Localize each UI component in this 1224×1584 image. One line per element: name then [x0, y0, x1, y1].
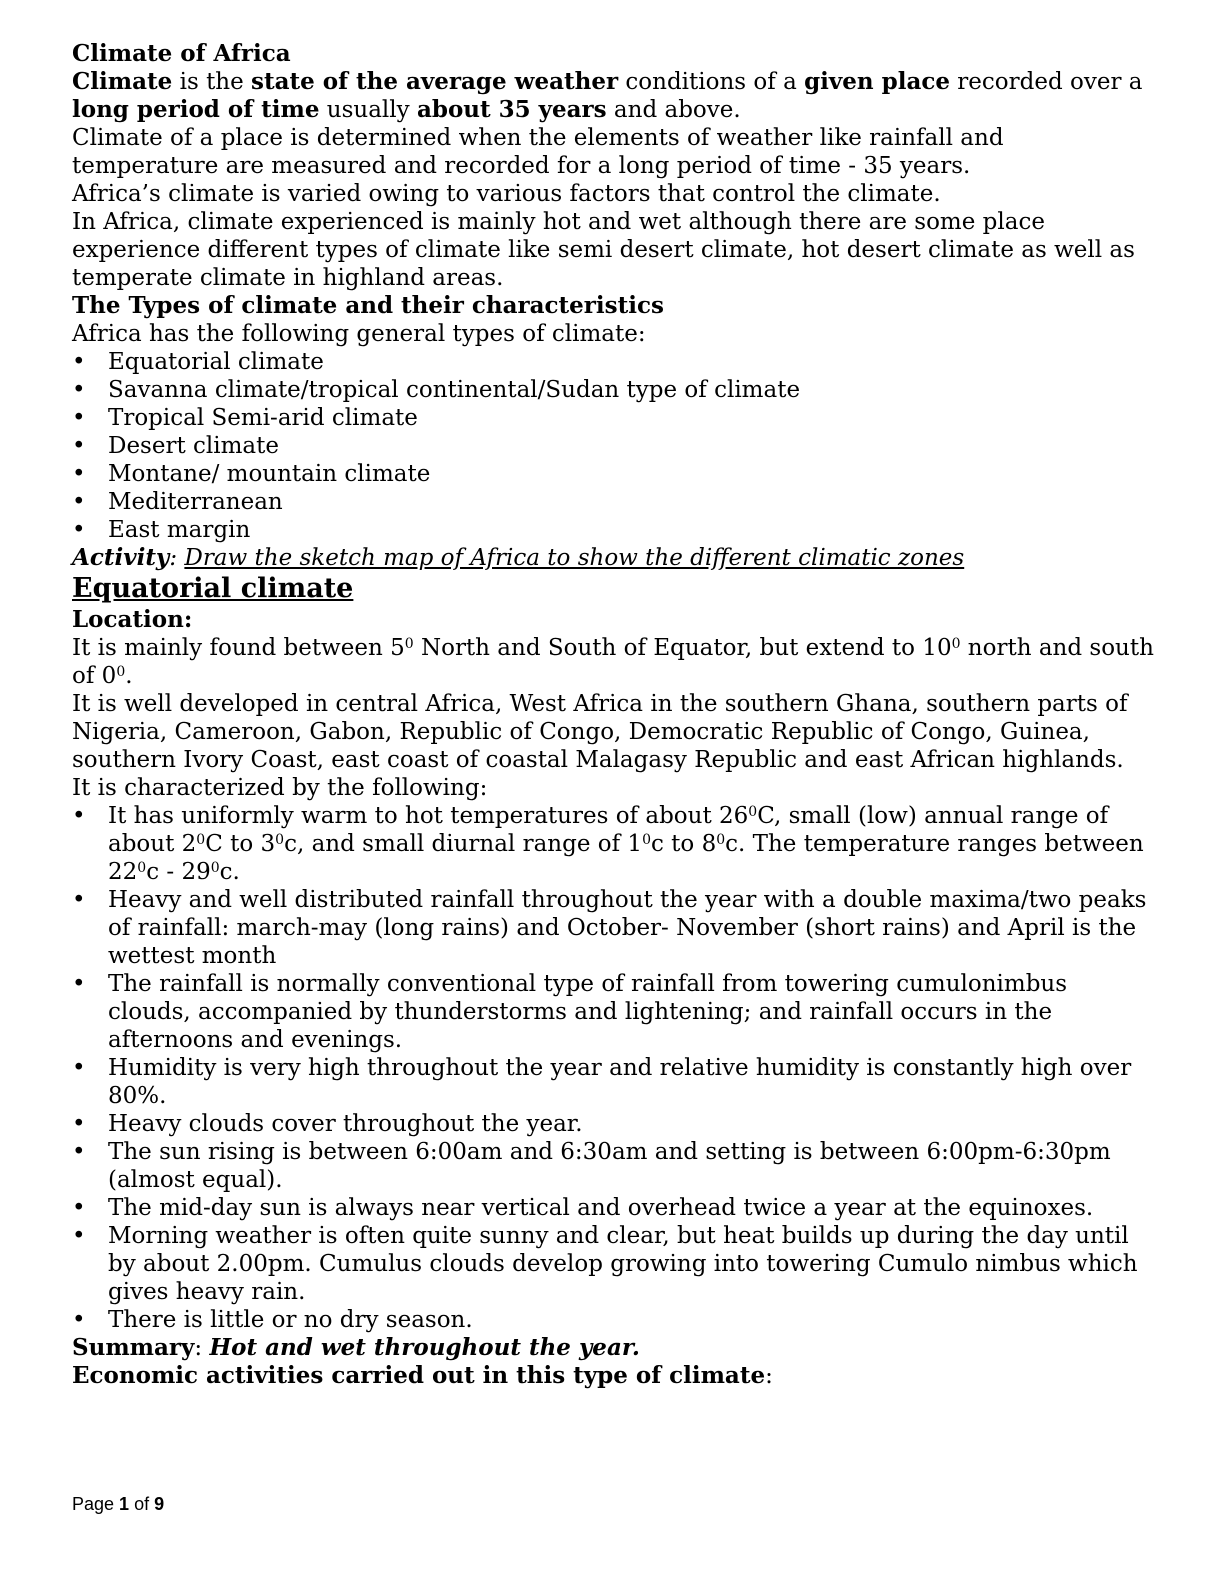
text: .: [125, 663, 133, 689]
list-item: • The sun rising is between 6:00am and 6:30am and setting is between 6:00pm-6:30pm (almost equal).: [72, 1138, 1157, 1194]
text: C to 3: [205, 831, 276, 857]
page-number: 1: [119, 1494, 130, 1514]
text: c - 29: [146, 859, 211, 885]
text: north and south of 0: [72, 635, 1154, 689]
list-item: • Heavy and well distributed rainfall throughout the year with a double maxima/two peaks of rainfall: march-may (long rains) and October- November (short rains) and April is the wettest month: [72, 886, 1157, 970]
def-text: conditions of a: [618, 69, 805, 95]
text: North and South of Equator, but extend to 10: [413, 635, 952, 661]
paragraph: Africa’s climate is varied owing to various factors that control the climate.: [72, 181, 941, 207]
def-bold: given place: [804, 68, 950, 95]
activity-text: Draw the sketch map of Africa to show the different climatic zones: [184, 545, 965, 571]
list-item: • The mid-day sun is always near vertical and overhead twice a year at the equinoxes.: [72, 1194, 1157, 1222]
list-item: [72, 802, 1157, 886]
degree-sign: 0: [210, 860, 220, 876]
def-text: usually: [319, 97, 417, 123]
def-text: and above.: [606, 97, 741, 123]
degree-sign: 0: [116, 664, 126, 680]
degree-sign: 0: [642, 832, 651, 848]
text: It has uniformly warm to hot temperatures of about 26: [108, 803, 749, 829]
list-item: • Humidity is very high throughout the year and relative humidity is constantly high over 80%.: [72, 1054, 1157, 1110]
list-item: • Mediterranean: [72, 488, 1157, 516]
def-bold: about 35 years: [416, 96, 607, 123]
list-item: • Equatorial climate: [72, 348, 1157, 376]
equatorial-heading: Equatorial climate: [72, 573, 354, 604]
list-item: • Tropical Semi-arid climate: [72, 404, 1157, 432]
economic-colon: :: [765, 1363, 773, 1389]
paragraph: It is well developed in central Africa, West Africa in the southern Ghana, southern parts of Nigeria, Cameroon, Gabon, Republic of Congo, Democratic Republic of Congo, Guinea, southern Ivory Coast, east coast of coastal Malagasy Republic and east African highlands.: [72, 691, 1128, 773]
page-footer: [72, 1494, 164, 1515]
degree-sign: 0: [196, 832, 206, 848]
paragraph: In Africa, climate experienced is mainly hot and wet although there are some place experience different types of climate like semi desert climate, hot desert climate as well as temperate climate in highland areas.: [72, 209, 1135, 291]
def-text: recorded over a: [950, 69, 1143, 95]
document-title: Climate of Africa: [72, 40, 291, 67]
text: C, small (low) annual range of about 2: [108, 803, 1109, 857]
degree-sign: 0: [275, 832, 285, 848]
summary-line: [72, 1334, 1157, 1362]
list-item: • There is little or no dry season.: [72, 1306, 1157, 1334]
climate-types-list: [72, 348, 1157, 544]
document-page: [72, 40, 1157, 1390]
climate-definition: [72, 68, 1157, 124]
degree-sign: 0: [951, 636, 961, 652]
page-word: Page: [72, 1494, 120, 1514]
location-label: Location:: [72, 606, 193, 633]
degree-sign: 0: [748, 804, 758, 820]
list-item: • Morning weather is often quite sunny and clear, but heat builds up during the day until by about 2.00pm. Cumulus clouds develop growing into towering Cumulo nimbus which gives heavy rain.: [72, 1222, 1157, 1306]
text: c. The temperature ranges between 22: [108, 831, 1144, 885]
def-bold: long period of time: [72, 96, 320, 123]
activity-line: [72, 544, 1157, 572]
types-intro: Africa has the following general types of climate:: [72, 321, 646, 347]
types-heading: The Types of climate and their characteristics: [72, 292, 664, 319]
text: It is mainly found between 5: [72, 635, 405, 661]
list-item: • Desert climate: [72, 432, 1157, 460]
summary-label: Summary: [72, 1334, 195, 1361]
list-item: • Savanna climate/tropical continental/Sudan type of climate: [72, 376, 1157, 404]
location-paragraph: [72, 634, 1157, 690]
list-item: • Heavy clouds cover throughout the year.: [72, 1110, 1157, 1138]
economic-activities-heading: Economic activities carried out in this type of climate: [72, 1362, 766, 1389]
paragraph: Climate of a place is determined when the elements of weather like rainfall and temperature are measured and recorded for a long period of time - 35 years.: [72, 125, 1004, 179]
economic-activities-line: [72, 1362, 1157, 1390]
list-item: • East margin: [72, 516, 1157, 544]
summary-text: Hot and wet throughout the year.: [209, 1334, 640, 1361]
term-climate: Climate: [72, 68, 173, 95]
page-total: 9: [154, 1494, 165, 1514]
degree-sign: 0: [137, 860, 147, 876]
text: c, and small diurnal range of 1: [284, 831, 643, 857]
def-bold: state of the average weather: [251, 68, 619, 95]
activity-label: Activity: [72, 544, 170, 571]
text: c.: [219, 859, 240, 885]
list-item: • Montane/ mountain climate: [72, 460, 1157, 488]
degree-sign: 0: [404, 636, 414, 652]
characteristics-list: [72, 802, 1157, 1334]
characteristics-intro: It is characterized by the following:: [72, 775, 488, 801]
activity-colon: :: [169, 545, 185, 571]
degree-sign: 0: [716, 832, 726, 848]
text: c to 8: [650, 831, 717, 857]
summary-colon: :: [194, 1335, 210, 1361]
of-word: of: [129, 1494, 155, 1514]
def-text: is the: [172, 69, 252, 95]
list-item: • The rainfall is normally conventional type of rainfall from towering cumulonimbus clouds, accompanied by thunderstorms and lightening; and rainfall occurs in the afternoons and evenings.: [72, 970, 1157, 1054]
